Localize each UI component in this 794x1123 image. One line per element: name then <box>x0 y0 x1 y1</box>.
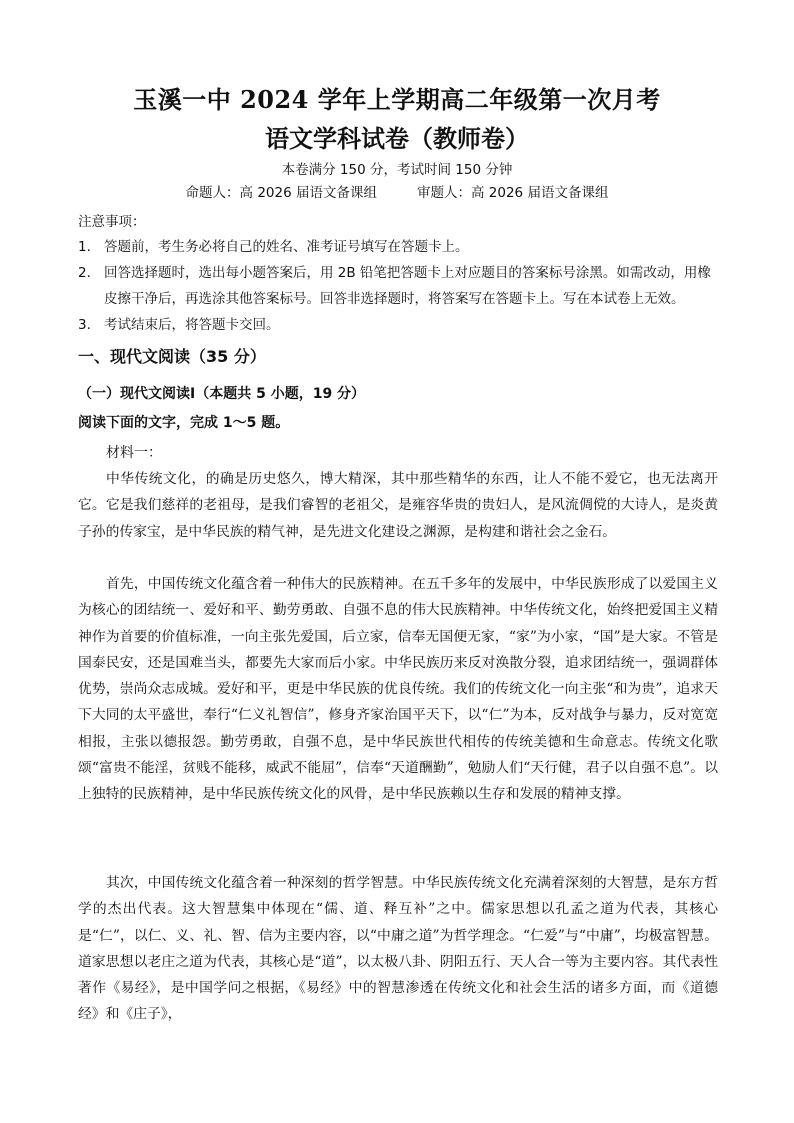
exam-authors <box>0 181 794 201</box>
reviewer-line: 审题人：高 2026 届语文备课组 <box>417 185 609 201</box>
note-item <box>78 234 718 260</box>
note-number: 3. <box>78 317 91 333</box>
material-label: 材料一： <box>106 445 162 461</box>
section-title: 一、现代文阅读（35 分） <box>78 347 266 366</box>
notes-title: 注意事项： <box>78 214 146 230</box>
note-text: 回答选择题时，选出每小题答案后，用 2B 铅笔把答题卡上对应题目的答案标号涂黑。如需改动，用橡皮擦干净后，再选涂其他答案标号。回答非选择题时，将答案写在答题卡上。写在本试卷上无效。 <box>104 265 711 307</box>
exam-subtitle: 语文学科试卷（教师卷） <box>265 124 529 153</box>
reading-instruction: 阅读下面的文字，完成 1～5 题。 <box>78 415 290 431</box>
note-item <box>78 312 718 338</box>
passage-paragraph: 中华传统文化，的确是历史悠久，博大精深，其中那些精华的东西，让人不能不爱它，也无法离开它。它是我们慈祥的老祖母，是我们睿智的老祖父，是雍容华贵的贵妇人，是风流倜傥的大诗人，是炎黄子孙的传家宝，是中华民族的精气神，是先进文化建设之渊源，是构建和谐社会之金石。 <box>78 471 718 540</box>
note-text: 答题前，考生务必将自己的姓名、准考证号填写在答题卡上。 <box>104 239 469 255</box>
exam-title: 玉溪一中 2024 学年上学期高二年级第一次月考 <box>133 85 661 114</box>
note-number: 1. <box>78 239 91 255</box>
note-number: 2. <box>78 265 91 281</box>
passage-paragraph: 首先，中国传统文化蕴含着一种伟大的民族精神。在五千多年的发展中，中华民族形成了以爱国主义为核心的团结统一、爱好和平、勤劳勇敢、自强不息的伟大民族精神。中华传统文化，始终把爱国主义精神作为首要的价值标准，一向主张先爱国，后立家，信奉无国便无家，“家”为小家，“国”是大家。不管是国泰民安，还是国难当头，都要先大家而后小家。中华民族历来反对涣散分裂，追求团结统一，强调群体优势，崇尚众志成城。爱好和平，更是中华民族的优良传统。我们的传统文化一向主张“和为贵”，追求天下大同的太平盛世，奉行“仁义礼智信”，修身齐家治国平天下，以“仁”为本，反对战争与暴力，反对宽宽相报，主张以德报怨。勤劳勇敢，自强不息，是中华民族世代相传的传统美德和生命意志。传统文化歌颂“富贵不能淫，贫贱不能移，威武不能屈”，信奉“天道酬勤”，勉励人们“天行健，君子以自强不息”。以上独特的民族精神，是中华民族传统文化的风骨，是中华民族赖以生存和发展的精神支撑。 <box>78 576 718 803</box>
author-line: 命题人：高 2026 届语文备课组 <box>185 185 377 201</box>
note-item <box>78 260 718 312</box>
exam-info: 本卷满分 150 分，考试时间 150 分钟 <box>281 162 513 178</box>
subsection-title: （一）现代文阅读Ⅰ（本题共 5 小题，19 分） <box>78 386 366 402</box>
passage-paragraph: 其次，中国传统文化蕴含着一种深刻的哲学智慧。中华民族传统文化充满着深刻的大智慧，是东方哲学的杰出代表。这大智慧集中体现在“儒、道、释互补”之中。儒家思想以孔孟之道为代表，其核心是“仁”，以仁、义、礼、智、信为主要内容，以“中庸之道”为哲学理念。“仁爱”与“中庸”，均极富智慧。道家思想以老庄之道为代表，其核心是“道”，以太极八卦、阴阳五行、天人合一等为主要内容。其代表性著作《易经》，是中国学问之根据，《易经》中的智慧渗透在传统文化和社会生活的诸多方面，而《道德经》和《庄子》， <box>78 875 718 1023</box>
note-text: 考试结束后，将答题卡交回。 <box>104 317 280 333</box>
